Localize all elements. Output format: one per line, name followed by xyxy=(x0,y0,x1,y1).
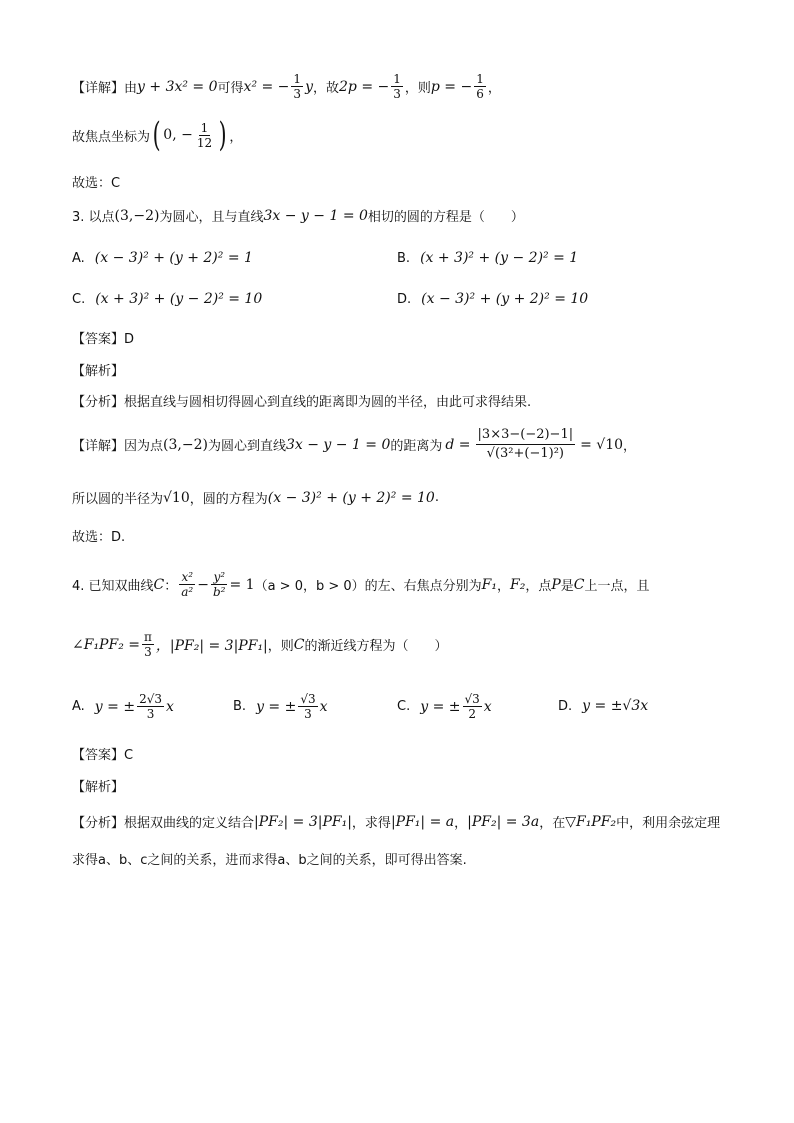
q4-answer: 【答案】C xyxy=(72,748,134,763)
question-4-stem: 4. 已知双曲线 C ： $\frac{\text{x²}}{\text{a²}}$ − $\frac{\text{y²}}{\text{b²}}$ = 1 （a > 0，b > 0） 的左、右焦点分别为 F₁ ， F₂ ，点 P 是 C 上一点，且 xyxy=(72,570,650,599)
tag: 【详解】 xyxy=(72,81,125,96)
q4-option-b: B. y = ± $\frac{√3}{3}$ x xyxy=(233,692,328,721)
q3-option-a: A. (x − 3)² + (y + 2)² = 1 xyxy=(72,250,253,266)
q3-analysis-tag: 【解析】 xyxy=(72,364,125,379)
q3-option-c: C. (x + 3)² + (y − 2)² = 10 xyxy=(72,291,263,307)
q4-option-a: A. y = ± $\frac{2√3}{3}$ x xyxy=(72,692,174,721)
q3-detail: 【详解】因为点 (3,−2) 为圆心到直线 3x − y − 1 = 0 的距离为 d = $\frac{|3\times 3-(-2)-1|}{\text{√(3²+(−1)²)}}$ = √10 ， xyxy=(72,427,637,461)
distance-fraction: $\frac{|3\times 3-(-2)-1|}{\text{√(3²+(−1)²)}}$ xyxy=(477,427,574,461)
equation: y + 3x² = 0 xyxy=(137,78,218,95)
q4-fenxi-2: 求得a、b、c之间的关系，进而求得a、b之间的关系，即可得出答案. xyxy=(72,853,467,868)
focus-coordinate-line: 故焦点坐标为 ( 0, − $\frac{1}{12}$ ) ， xyxy=(72,115,243,155)
question-4-stem-2: ∠F₁PF₂ = $\frac{\pi}{3}$ ，|PF₂| = 3|PF₁| ，则 C 的渐近线方程为（ ） xyxy=(72,630,448,659)
choose-c: 故选：C xyxy=(72,176,121,191)
fraction: $\frac{1}{3}$ xyxy=(293,72,302,101)
q3-fenxi: 【分析】根据直线与圆相切得圆心到直线的距离即为圆的半径，由此可求得结果. xyxy=(72,395,532,410)
q4-option-c: C. y = ± $\frac{√3}{2}$ x xyxy=(397,692,492,721)
fraction: $\frac{1}{12}$ xyxy=(196,120,213,150)
q4-option-d: D. y = ±√3x xyxy=(558,698,649,714)
q3-radius: 所以圆的半径为 √10 ，圆的方程为 (x − 3)² + (y + 2)² = 10 . xyxy=(72,489,439,507)
fraction: $\frac{1}{3}$ xyxy=(393,72,401,101)
q4-fenxi: 【分析】根据双曲线的定义结合 |PF₂| = 3|PF₁| ，求得 |PF₁| = a ， |PF₂| = 3a ，在 ▽F₁PF₂ 中，利用余弦定理 xyxy=(72,813,721,831)
q3-option-d: D. (x − 3)² + (y + 2)² = 10 xyxy=(397,291,589,307)
question-3-stem: 3. 以点 (3,−2) 为圆心，且与直线 3x − y − 1 = 0 相切的圆的方程是（ ） xyxy=(72,207,524,225)
detail-line-1: 【详解】 由 y + 3x² = 0 可得 x² = − $\frac{1}{3}$ y ，故 2p = − $\frac{1}{3}$ ，则 p = − $\frac{1}{6}$ ， xyxy=(72,72,501,101)
fraction: $\frac{1}{6}$ xyxy=(476,72,484,101)
q3-choose: 故选：D. xyxy=(72,530,126,545)
q4-analysis-tag: 【解析】 xyxy=(72,780,125,795)
q3-option-b: B. (x + 3)² + (y − 2)² = 1 xyxy=(397,250,579,266)
q3-answer: 【答案】D xyxy=(72,332,135,347)
